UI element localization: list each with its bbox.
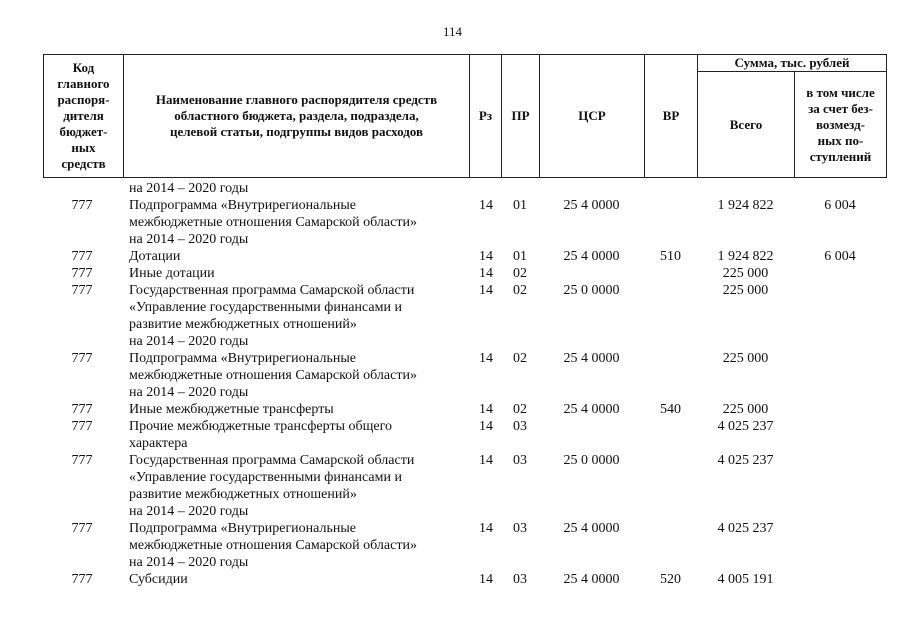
cell-csr: 25 4 0000	[563, 198, 620, 213]
cell-kod: 777	[71, 521, 93, 536]
cell-name: Подпрограмма «Внутрирегиональные межбюджетные отношения Самарской области» на 2014 – 2020 годы	[129, 521, 417, 570]
cell-csr: 25 4 0000	[563, 402, 620, 417]
cell-rz: 14	[479, 283, 493, 298]
cell-total: 225 000	[722, 351, 769, 366]
cell-name: Дотации	[129, 249, 181, 264]
cell-free: 6 004	[824, 198, 856, 213]
cell-pr: 03	[513, 453, 527, 468]
header-sum-title: Сумма, тыс. рублей	[698, 55, 887, 72]
header-name: Наименование главного распорядителя средств областного бюджета, раздела, подраздела, целевой статьи, подгруппы видов расходов	[124, 55, 470, 178]
table-row	[43, 180, 886, 197]
cell-name: Государственная программа Самарской области «Управление государственными финансами и развитие межбюджетных отношений» на 2014 – 2020 годы	[129, 283, 415, 349]
cell-total: 225 000	[722, 266, 769, 281]
table-row	[43, 571, 886, 588]
cell-total: 1 924 822	[717, 198, 774, 213]
cell-vr: 540	[660, 402, 681, 417]
cell-total: 4 005 191	[717, 572, 774, 587]
cell-total: 4 025 237	[717, 521, 774, 536]
cell-csr: 25 0 0000	[563, 453, 620, 468]
table-row	[43, 520, 886, 571]
cell-total: 225 000	[722, 402, 769, 417]
cell-pr: 01	[513, 198, 527, 213]
cell-rz: 14	[479, 402, 493, 417]
cell-csr: 25 4 0000	[563, 521, 620, 536]
cell-rz: 14	[479, 419, 493, 434]
table-row	[43, 197, 886, 248]
table-row	[43, 452, 886, 520]
cell-csr: 25 4 0000	[563, 249, 620, 264]
cell-name: Подпрограмма «Внутрирегиональные межбюджетные отношения Самарской области» на 2014 – 2020 годы	[129, 198, 417, 247]
cell-name: Субсидии	[129, 572, 188, 587]
cell-kod: 777	[71, 198, 93, 213]
header-free: в том числе за счет без- возмезд- ных по- ступлений	[795, 72, 887, 178]
cell-kod: 777	[71, 266, 93, 281]
table-header	[43, 54, 887, 178]
cell-pr: 03	[513, 521, 527, 536]
header-vr: ВР	[645, 55, 698, 178]
header-kod: Код главного распоря- дителя бюджет- ных средств	[44, 55, 124, 178]
cell-kod: 777	[71, 351, 93, 366]
cell-name: Иные дотации	[129, 266, 215, 281]
table-row	[43, 282, 886, 350]
cell-total: 1 924 822	[717, 249, 774, 264]
table-row	[43, 265, 886, 282]
cell-csr: 25 4 0000	[563, 351, 620, 366]
header-rz: Рз	[470, 55, 502, 178]
cell-name: Подпрограмма «Внутрирегиональные межбюджетные отношения Самарской области» на 2014 – 2020 годы	[129, 351, 417, 400]
table-row	[43, 418, 886, 452]
cell-rz: 14	[479, 453, 493, 468]
cell-pr: 01	[513, 249, 527, 264]
cell-vr: 520	[660, 572, 681, 587]
cell-total: 225 000	[722, 283, 769, 298]
page-number: 114	[442, 24, 463, 39]
cell-kod: 777	[71, 249, 93, 264]
cell-kod: 777	[71, 572, 93, 587]
cell-total: 4 025 237	[717, 419, 774, 434]
cell-kod: 777	[71, 283, 93, 298]
cell-vr: 510	[660, 249, 681, 264]
cell-rz: 14	[479, 198, 493, 213]
cell-rz: 14	[479, 249, 493, 264]
cell-csr: 25 0 0000	[563, 283, 620, 298]
cell-rz: 14	[479, 266, 493, 281]
cell-kod: 777	[71, 419, 93, 434]
cell-pr: 02	[513, 351, 527, 366]
cell-pr: 02	[513, 283, 527, 298]
cell-name: Прочие межбюджетные трансферты общего характера	[129, 419, 392, 451]
cell-kod: 777	[71, 453, 93, 468]
cell-pr: 02	[513, 266, 527, 281]
table-row	[43, 248, 886, 265]
header-total: Всего	[698, 72, 795, 178]
table-body	[43, 180, 886, 588]
header-csr: ЦСР	[540, 55, 645, 178]
cell-name: на 2014 – 2020 годы	[129, 181, 249, 196]
cell-rz: 14	[479, 351, 493, 366]
header-pr: ПР	[502, 55, 540, 178]
cell-name: Иные межбюджетные трансферты	[129, 402, 334, 417]
cell-pr: 02	[513, 402, 527, 417]
table-row	[43, 401, 886, 418]
cell-total: 4 025 237	[717, 453, 774, 468]
cell-free: 6 004	[824, 249, 856, 264]
cell-pr: 03	[513, 572, 527, 587]
cell-csr: 25 4 0000	[563, 572, 620, 587]
cell-pr: 03	[513, 419, 527, 434]
cell-name: Государственная программа Самарской области «Управление государственными финансами и развитие межбюджетных отношений» на 2014 – 2020 годы	[129, 453, 415, 519]
cell-rz: 14	[479, 521, 493, 536]
cell-rz: 14	[479, 572, 493, 587]
cell-kod: 777	[71, 402, 93, 417]
table-row	[43, 350, 886, 401]
